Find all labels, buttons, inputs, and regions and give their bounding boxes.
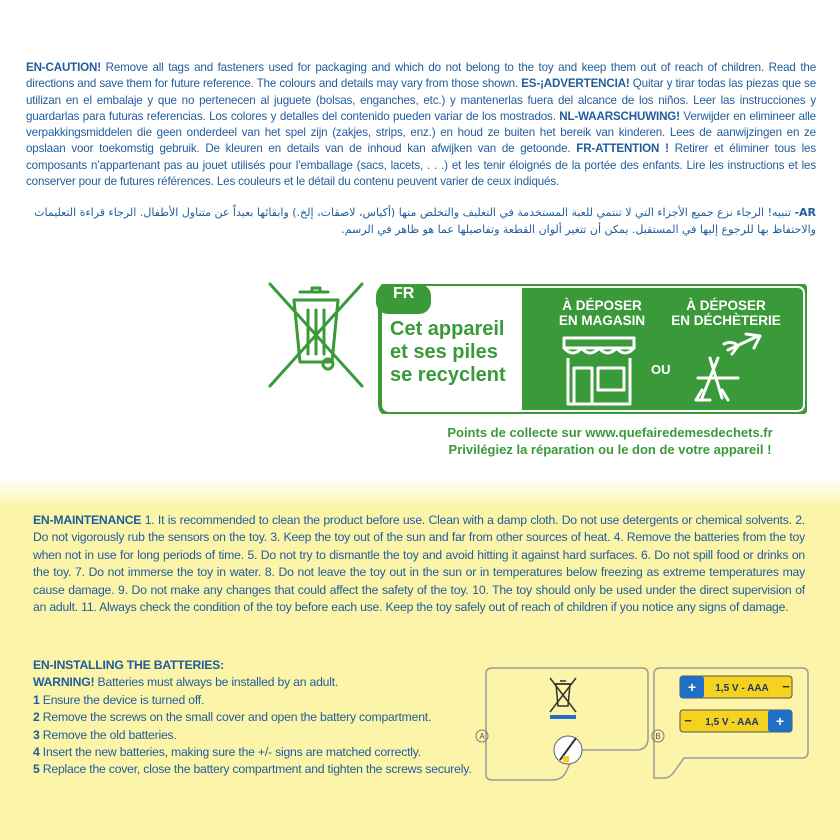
install-step (33, 744, 513, 761)
recycle-line-3: se recyclent (390, 364, 506, 386)
warning-label: WARNING! (33, 675, 95, 690)
step-text: Ensure the device is turned off. (39, 692, 205, 707)
maintenance-paragraph (33, 512, 805, 616)
arabic-caution (26, 204, 816, 238)
label-b: B (655, 732, 661, 741)
screwdriver-handle (563, 756, 569, 762)
label-a: A (479, 732, 485, 741)
install-step (33, 692, 513, 709)
recycle-line-2: et ses piles (390, 341, 498, 363)
install-title (33, 657, 513, 674)
store-line-1: À DÉPOSER (562, 298, 642, 313)
recycle-statement (390, 318, 506, 387)
install-step (33, 709, 513, 726)
install-title-text: EN-INSTALLING THE BATTERIES: (33, 658, 224, 672)
battery-2-label: 1,5 V - AAA (705, 717, 759, 728)
crossed-bin-icon (266, 282, 366, 392)
nl-caution-text: Verwijder en elimineer alle verpakkingsmiddelen die geen onderdeel van het spel zijn (zakjes, strips, enz.) en houd ze buiten het bereik van kinderen. Lees de aanwijzingen en ze opslaan voor toekomstig gebruik. De kleuren en details van de inhoud kan afwijken van de getoonde. (26, 109, 816, 156)
fr-caution-text: Retirer et éliminer tous les composants n’appartenant pas au jouet utilisés pour l’emballage (sacs, lacets, . . .) et les tenir éloignés de la portée des enfants. Lire les instructions et les conserver pour de futures références. Les couleurs et le détail du contenu peuvent varier de ceux indiqués. (26, 142, 816, 189)
maintenance-text: 1. It is recommended to clean the product before use. Clean with a damp cloth. Do not use detergents or chemical solvents. 2. Do not vigorously rub the sensors on the toy. 3. Keep the toy out of the sun and far from other sources of heat. 4. Remove the batteries from the toy when not in use for long periods of time. 5. Do not try to dismantle the toy and avoid hitting it against hard surfaces. 6. Do not spill food or drinks on the toy. 7. Do not immerse the toy in water. 8. Do not leave the toy out in the sun or in temperatures below freezing as extreme temperatures may cause damage. 9. Do not make any changes that could affect the safety of the toy. 10. The toy should only be used under the direct supervision of an adult. 11. Always check the condition of the toy before each use. Keep the toy safely out of reach of children if you notice any signs of damage. (33, 513, 805, 615)
dump-line-2: EN DÉCHÈTERIE (671, 313, 781, 328)
ar-caution-label: AR- (794, 206, 816, 219)
en-caution-label: EN-CAUTION! (26, 61, 101, 74)
battery-diagram (470, 660, 815, 800)
ar-caution-text: تنبيه! الرجاء نزع جميع الأجزاء التي لا تنتمي للعبة المستخدمة في التغليف والتخلص منها (أكياس، لاصقات، إلخ.) وابقائها بعيداً عن متناول الأطفال. الرجاء قراءة التعليمات والاحتفاظ بها للرجوع إليها في المستقبل. يمكن أن تتغير ألوان القطعة وتفاصيلها عما هو ظاهر في الرسم. (34, 206, 816, 236)
battery-1-plus: + (687, 679, 697, 695)
step-text: Remove the old batteries. (39, 727, 177, 742)
or-label: OU (651, 362, 671, 377)
fr-tag: FR (393, 285, 415, 302)
maintenance-label: EN-MAINTENANCE (33, 513, 142, 527)
battery-1-label: 1,5 V - AAA (715, 683, 769, 694)
nl-caution-label: NL-WAARSCHUWING! (559, 109, 680, 123)
step-text: Replace the cover, close the battery compartment and tighten the screws securely. (39, 762, 472, 777)
store-icon (560, 334, 638, 408)
small-bin-icon (550, 678, 576, 712)
caution-paragraph (26, 60, 816, 190)
recycle-line-1: Cet appareil (390, 318, 505, 340)
es-caution-label: ES-¡ADVERTENCIA! (521, 77, 630, 91)
step-number: 5 (33, 762, 40, 777)
step-number: 3 (33, 727, 40, 742)
battery-2-minus: − (684, 713, 692, 728)
warning-text: Batteries must always be installed by an adult. (94, 675, 339, 690)
step-text: Remove the screws on the small cover and open the battery compartment. (39, 710, 432, 725)
install-warning (33, 674, 513, 691)
bin-bar (550, 715, 576, 719)
battery-2-plus: + (775, 713, 785, 729)
step-number: 2 (33, 710, 40, 725)
collection-points (410, 424, 810, 458)
dump-line-1: À DÉPOSER (686, 298, 766, 313)
install-batteries (33, 657, 513, 779)
dump-dropoff-label (664, 298, 788, 328)
collection-points-url: Points de collecte sur www.quefairedemesdechets.fr (447, 425, 773, 440)
step-number: 1 (33, 692, 40, 707)
install-step (33, 761, 513, 778)
step-text: Insert the new batteries, making sure the +/- signs are matched correctly. (39, 745, 421, 760)
repair-note: Privilégiez la réparation ou le don de votre appareil ! (448, 442, 772, 457)
es-caution-text: Quitar y tirar todas las piezas que se utilizan en el embalaje y que no pertenecen al juguete (bolsas, enganches, etc.) y mantenerlas fuera del alcance de los niños. Leer las instrucciones y guardarlas para futuras referencias. Los colores y detalles del contenido pueden variar de los mostrados. (26, 77, 816, 123)
store-dropoff-label (540, 298, 664, 328)
install-step (33, 727, 513, 744)
store-line-2: EN MAGASIN (558, 313, 646, 328)
dechetterie-icon (688, 330, 768, 410)
battery-1-minus: − (782, 679, 790, 694)
step-number: 4 (33, 745, 40, 760)
en-caution-text: Remove all tags and fasteners used for packaging and which do not belong to the toy and keep them out of reach of children. Read the directions and save them for future reference. The colours and details may vary from those shown. (26, 61, 816, 91)
section-gradient (0, 478, 840, 508)
fr-caution-label: FR-ATTENTION ! (576, 142, 669, 156)
